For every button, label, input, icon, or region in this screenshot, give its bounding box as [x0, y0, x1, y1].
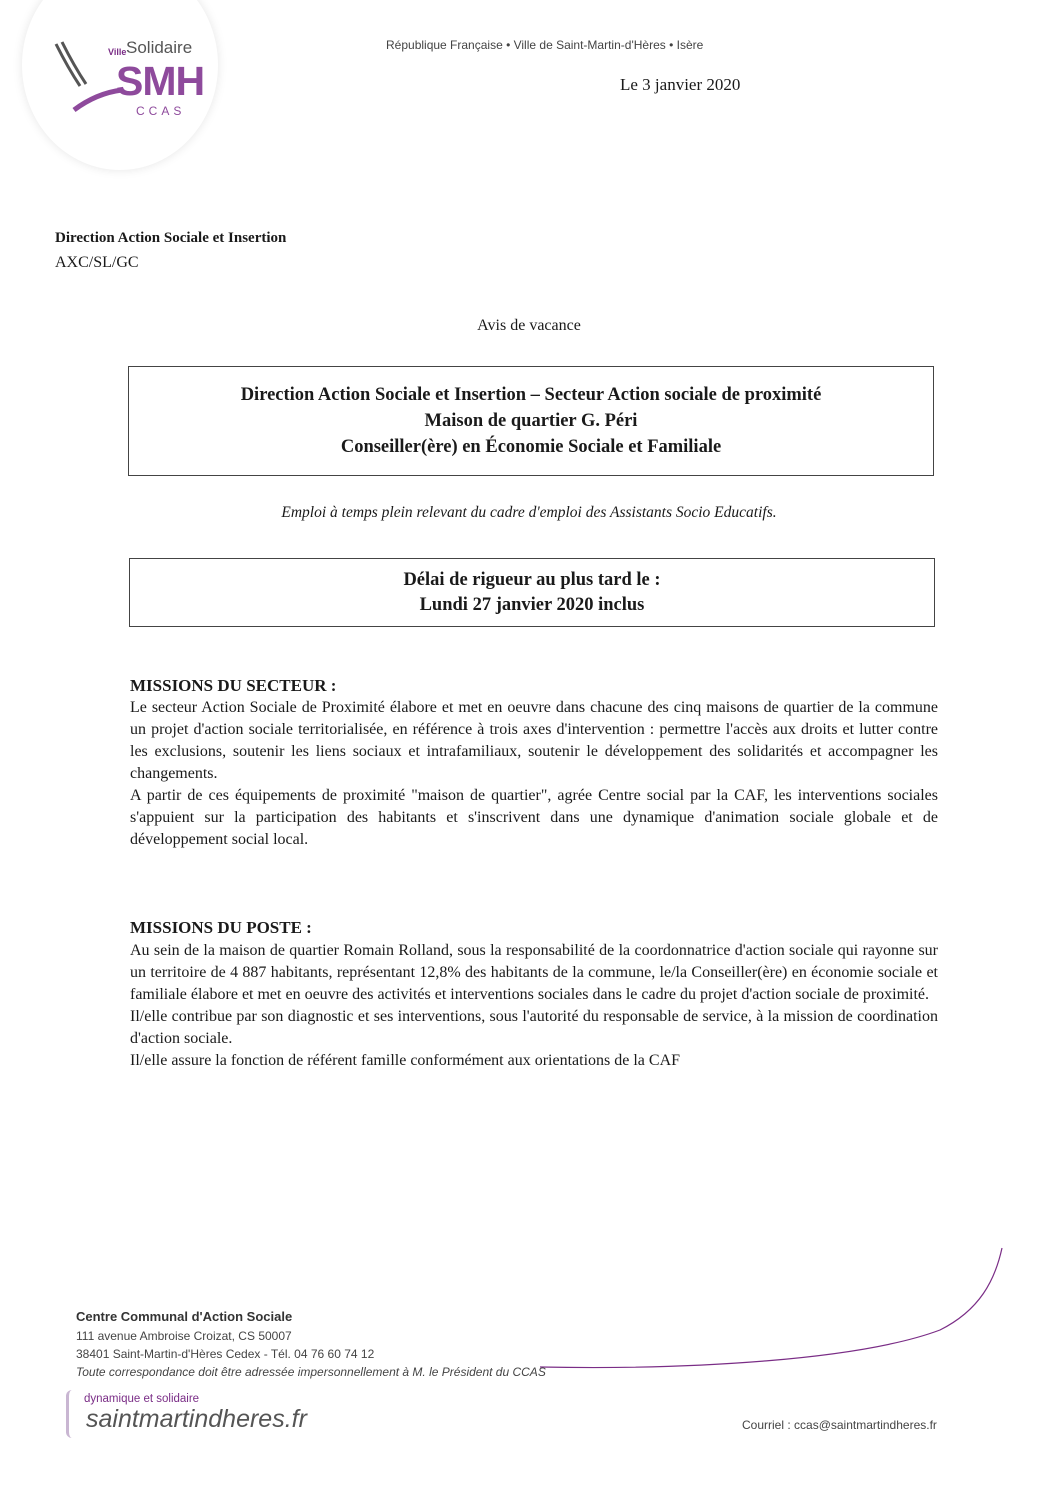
missions-poste-p2: Il/elle contribue par son diagnostic et ses interventions, sous l'autorité du responsable de service, à la mission de coordination d'action sociale.: [130, 1008, 938, 1047]
sender-reference: AXC/SL/GC: [55, 254, 139, 271]
logo-solidaire: Solidaire: [126, 38, 193, 57]
footer-website[interactable]: saintmartindheres.fr: [86, 1405, 307, 1433]
logo-ville: Ville: [108, 47, 127, 57]
footer-bracket-icon: [66, 1390, 75, 1438]
sender-department: Direction Action Sociale et Insertion: [55, 230, 287, 246]
deadline-line-1: Délai de rigueur au plus tard le :: [403, 570, 661, 590]
missions-poste-heading: MISSIONS DU POSTE :: [130, 918, 312, 937]
position-line-3: Conseiller(ère) en Économie Sociale et Familiale: [340, 437, 722, 457]
footer-address-1: 111 avenue Ambroise Croizat, CS 50007: [76, 1329, 292, 1343]
missions-secteur-text: [130, 697, 938, 851]
notice-title: Avis de vacance: [477, 317, 581, 334]
header-topline: République Française • Ville de Saint-Martin-d'Hères • Isère: [386, 38, 704, 52]
footer-email[interactable]: Courriel : ccas@saintmartindheres.fr: [742, 1418, 937, 1432]
ccas-logo: [22, 0, 218, 180]
missions-secteur-p2: A partir de ces équipements de proximité "maison de quartier", agrée Centre social par la CAF, les interventions sociales s'appuient sur la participation des habitants et s'inscrivent dans une dynamique d'animation sociale globale et de développement social local.: [130, 787, 938, 848]
logo-ccas: CCAS: [136, 104, 186, 118]
missions-secteur-heading: MISSIONS DU SECTEUR :: [130, 676, 337, 695]
decorative-swoosh: [540, 1240, 1010, 1370]
logo-smh: SMH: [116, 58, 205, 104]
deadline-line-2: Lundi 27 janvier 2020 inclus: [419, 595, 645, 615]
missions-poste-text: [130, 940, 938, 1072]
missions-poste-p3: Il/elle assure la fonction de référent famille conformément aux orientations de la CAF: [130, 1052, 681, 1069]
position-box: [128, 366, 934, 476]
letter-date: Le 3 janvier 2020: [620, 75, 741, 94]
footer-address-2: 38401 Saint-Martin-d'Hères Cedex - Tél. 04 76 60 74 12: [76, 1347, 375, 1361]
employment-type: Emploi à temps plein relevant du cadre d'emploi des Assistants Socio Educatifs.: [281, 504, 777, 521]
missions-secteur-p1: Le secteur Action Sociale de Proximité élabore et met en oeuvre dans chacune des cinq maisons de quartier de la commune un projet d'action sociale territorialisée, en référence à trois axes d'intervention : permettre l'accès aux droits et lutter contre les exclusions, soutenir les liens sociaux et intrafamiliaux, soutenir le développement des solidarités et accompagner les changements.: [130, 699, 938, 782]
missions-poste-p1: Au sein de la maison de quartier Romain Rolland, sous la responsabilité de la coordonnatrice d'action sociale qui rayonne sur un territoire de 4 887 habitants, représentant 12,8% des habitants de la commune, le/la Conseiller(ère) en économie sociale et familiale élabore et met en oeuvre des activités et interventions sociales dans le cadre du projet d'action sociale de proximité.: [130, 942, 938, 1003]
footer-note: Toute correspondance doit être adressée impersonnellement à M. le Président du CCAS: [76, 1365, 546, 1379]
deadline-box: [129, 558, 935, 627]
footer-organization: Centre Communal d'Action Sociale: [76, 1309, 293, 1324]
position-line-1: Direction Action Sociale et Insertion – Secteur Action sociale de proximité: [240, 385, 822, 405]
position-line-2: Maison de quartier G. Péri: [424, 411, 638, 431]
footer-tagline: dynamique et solidaire: [84, 1393, 200, 1405]
